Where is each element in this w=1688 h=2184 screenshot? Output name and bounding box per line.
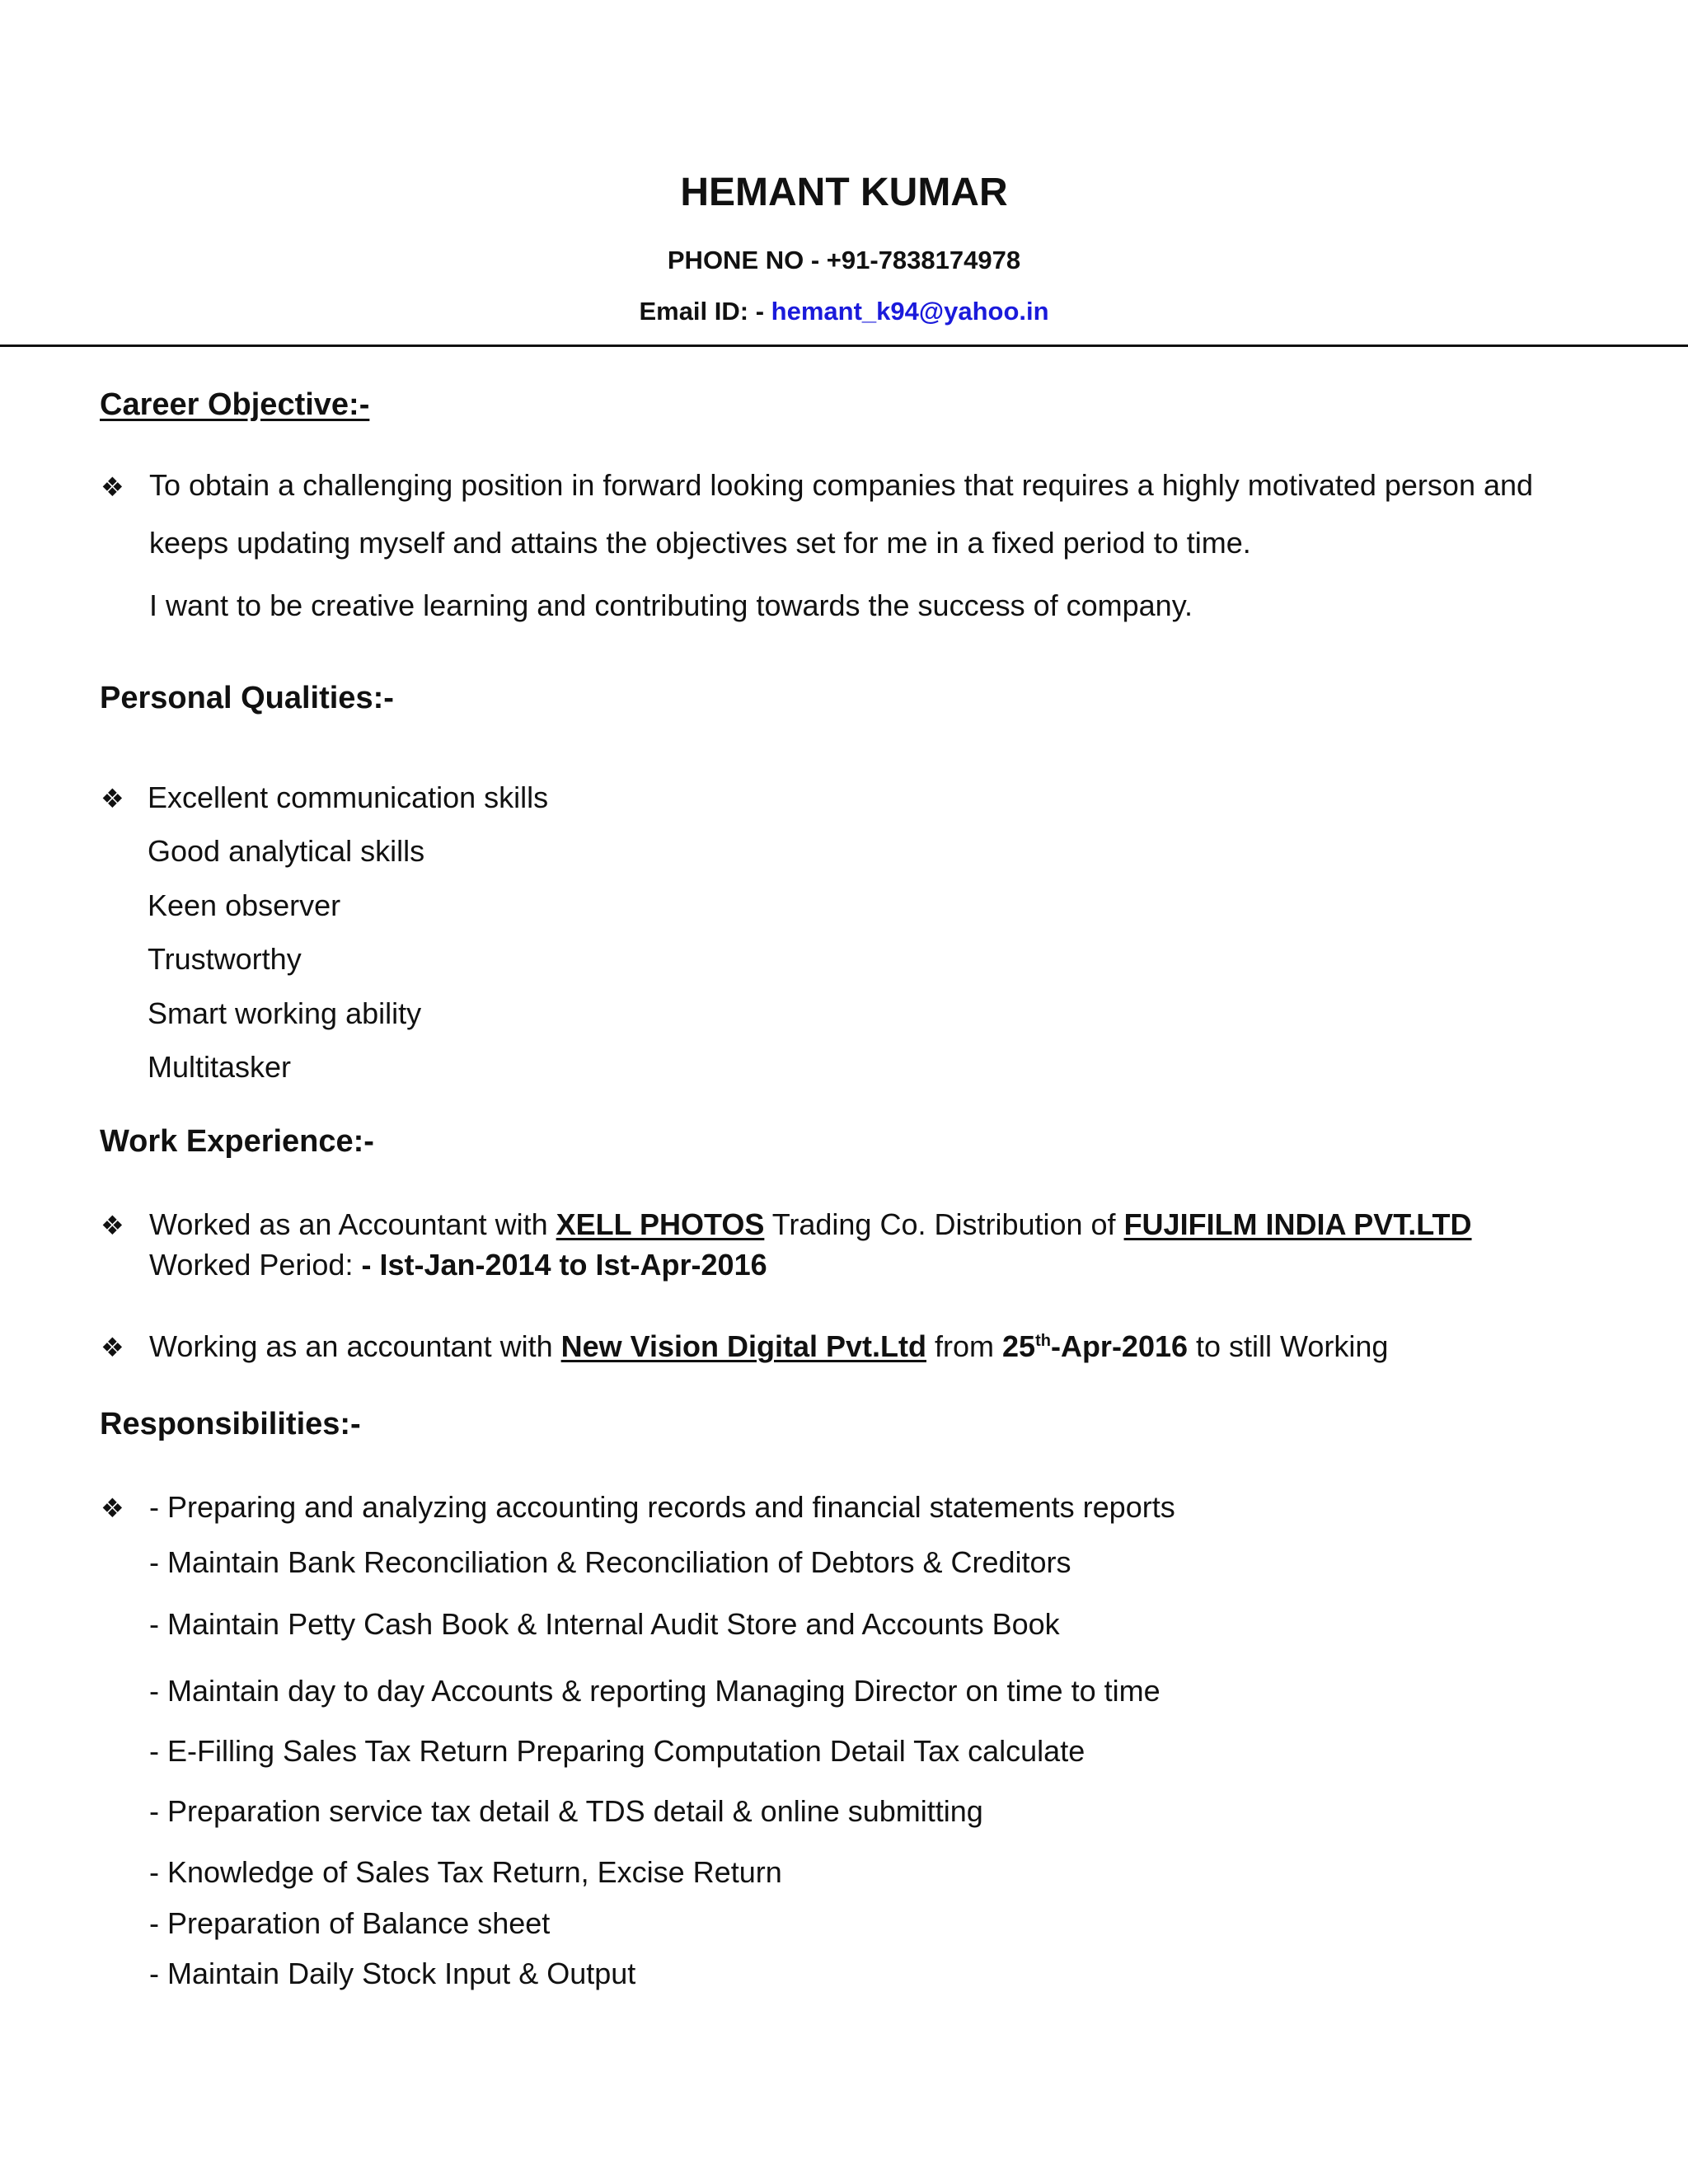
job1-client: FUJIFILM INDIA PVT.LTD (1123, 1207, 1472, 1241)
career-line-1: To obtain a challenging position in forward looking companies that requires a highly motivated person and (149, 468, 1534, 502)
responsibilities-heading: Responsibilities:- (100, 1407, 361, 1441)
job1-period-label: Worked Period: (149, 1248, 362, 1282)
quality-item: Trustworthy (148, 942, 302, 976)
quality-item: Smart working ability (148, 996, 422, 1030)
header-divider (0, 344, 1688, 347)
quality-item: Good analytical skills (148, 834, 425, 868)
job2-prefix: Working as an accountant with (149, 1329, 561, 1363)
bullet-icon: ❖ (101, 1333, 124, 1362)
job2-from: from (926, 1329, 1003, 1363)
bullet-icon: ❖ (101, 472, 124, 502)
job2-line (149, 1329, 1388, 1364)
job2-suffix: to still Working (1188, 1329, 1389, 1363)
personal-qualities-heading: Personal Qualities:- (100, 681, 394, 715)
responsibility-item: - Preparing and analyzing accounting records and financial statements reports (149, 1490, 1175, 1524)
career-line-3: I want to be creative learning and contributing towards the success of company. (149, 588, 1193, 622)
responsibility-item: - E-Filling Sales Tax Return Preparing Computation Detail Tax calculate (149, 1734, 1085, 1768)
phone-number: +91-7838174978 (826, 246, 1021, 274)
job2-day: 25 (1002, 1329, 1036, 1363)
responsibility-item: - Preparation of Balance sheet (149, 1906, 551, 1940)
phone-line (0, 246, 1688, 275)
job1-period: - Ist-Jan-2014 to Ist-Apr-2016 (361, 1248, 767, 1282)
bullet-icon: ❖ (101, 784, 124, 813)
responsibility-item: - Maintain Daily Stock Input & Output (149, 1957, 636, 1990)
career-line-2: keeps updating myself and attains the objectives set for me in a fixed period to time. (149, 526, 1251, 560)
email-link[interactable]: hemant_k94@yahoo.in (771, 297, 1049, 326)
phone-label: PHONE NO - (667, 246, 827, 274)
responsibility-item: - Knowledge of Sales Tax Return, Excise Return (149, 1855, 782, 1889)
responsibility-item: - Maintain day to day Accounts & reporting Managing Director on time to time (149, 1674, 1160, 1708)
bullet-icon: ❖ (101, 1493, 124, 1523)
job1-prefix: Worked as an Accountant with (149, 1207, 556, 1241)
work-experience-heading: Work Experience:- (100, 1124, 374, 1159)
quality-item: Keen observer (148, 888, 341, 922)
job1-company: XELL PHOTOS (556, 1207, 765, 1241)
job2-day-sup: th (1035, 1332, 1051, 1350)
job1-period-line (149, 1248, 767, 1282)
quality-item: Multitasker (148, 1050, 292, 1084)
responsibility-item: - Preparation service tax detail & TDS detail & online submitting (149, 1794, 983, 1828)
career-objective-heading: Career Objective:- (100, 387, 370, 422)
responsibility-item: - Maintain Bank Reconciliation & Reconciliation of Debtors & Creditors (149, 1545, 1071, 1579)
job2-company: New Vision Digital Pvt.Ltd (560, 1329, 926, 1363)
email-label: Email ID: - (639, 297, 771, 326)
job2-date-rest: -Apr-2016 (1050, 1329, 1189, 1363)
job1-middle: Trading Co. Distribution of (764, 1207, 1124, 1241)
candidate-name: HEMANT KUMAR (680, 171, 1008, 214)
email-line (0, 297, 1688, 326)
job1-line (149, 1207, 1472, 1242)
quality-item: Excellent communication skills (148, 780, 549, 814)
responsibility-item: - Maintain Petty Cash Book & Internal Audit Store and Accounts Book (149, 1607, 1060, 1641)
job2-date (1002, 1329, 1188, 1363)
bullet-icon: ❖ (101, 1211, 124, 1240)
